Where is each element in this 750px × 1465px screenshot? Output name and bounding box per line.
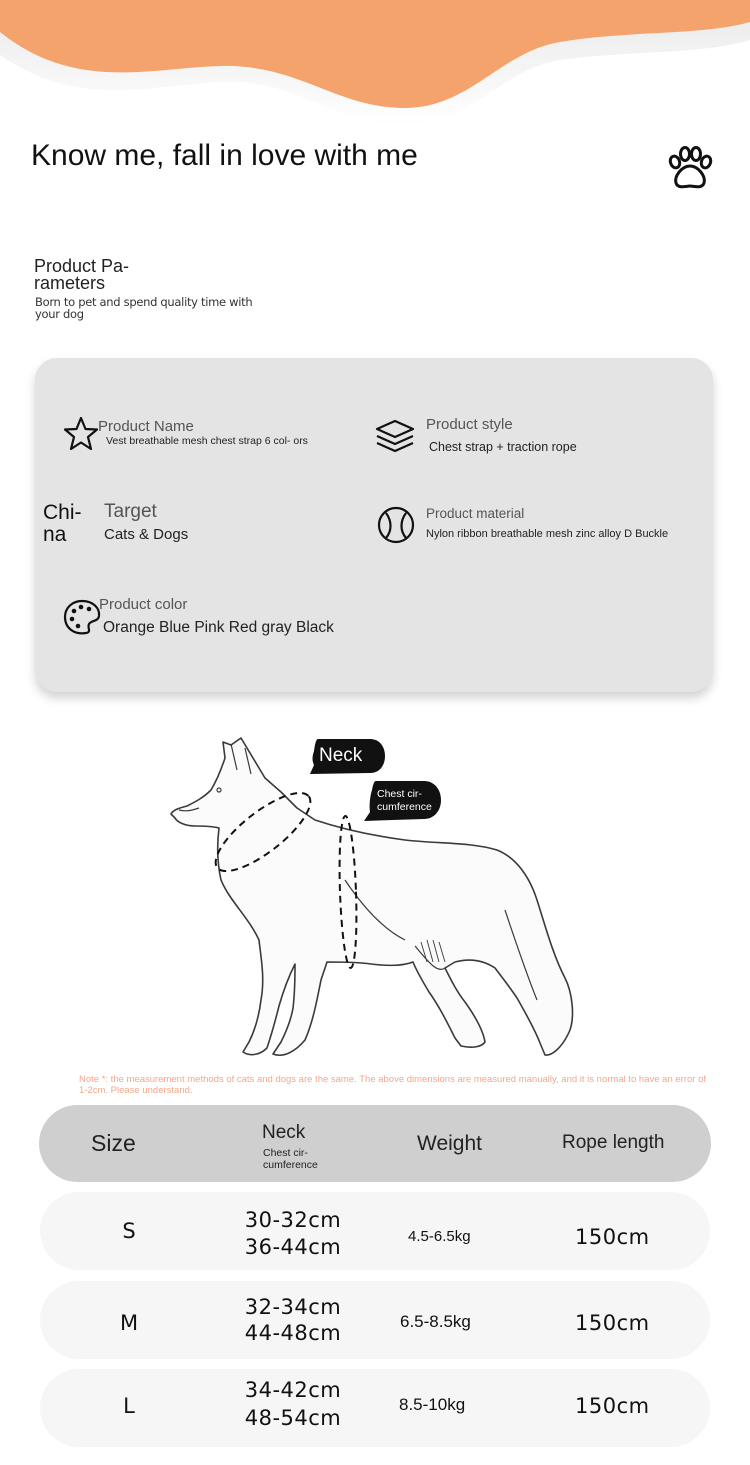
- row-weight: 8.5-10kg: [399, 1395, 466, 1414]
- row-size: L: [123, 1394, 135, 1418]
- product-params-card: [35, 358, 713, 692]
- product-name-value: Vest breathable mesh chest strap 6 col- ors: [106, 435, 308, 447]
- neck-callout-label: Neck: [319, 745, 363, 766]
- paw-icon: [666, 146, 714, 192]
- orange-wave-decoration: [0, 0, 750, 135]
- palette-icon: [62, 598, 102, 636]
- star-icon: [62, 415, 100, 453]
- target-label: Target: [104, 501, 157, 522]
- header-neck: Neck: [262, 1122, 306, 1143]
- params-subtitle: Born to pet and spend quality time with your dog: [35, 295, 253, 321]
- row-chest: 48-54cm: [244, 1406, 342, 1430]
- row-rope: 150cm: [575, 1311, 650, 1335]
- target-value: Cats & Dogs: [104, 526, 189, 543]
- table-row: [40, 1192, 710, 1270]
- product-style-value: Chest strap + traction rope: [429, 440, 577, 454]
- table-row: [40, 1369, 710, 1447]
- product-color-label: Product color: [99, 596, 188, 613]
- row-rope: 150cm: [575, 1225, 650, 1249]
- header-chest: Chest cir- cumference: [263, 1147, 318, 1171]
- table-row: [40, 1281, 710, 1359]
- origin-value: Chi- na: [43, 501, 82, 546]
- row-neck: 34-42cm: [244, 1378, 342, 1402]
- chest-callout-label: Chest cir- cumference: [377, 788, 432, 813]
- layers-icon: [373, 418, 417, 456]
- product-name-label: Product Name: [98, 418, 194, 435]
- row-neck: 30-32cm: [244, 1208, 342, 1232]
- row-size: M: [119, 1311, 139, 1335]
- row-size: S: [122, 1219, 136, 1243]
- header-weight: Weight: [417, 1132, 482, 1155]
- product-material-label: Product material: [426, 506, 525, 521]
- header-rope: Rope length: [562, 1132, 665, 1153]
- params-title: Product Pa- rameters: [34, 256, 130, 293]
- product-material-value: Nylon ribbon breathable mesh zinc alloy D Buckle: [426, 528, 669, 540]
- product-style-label: Product style: [426, 416, 513, 433]
- ball-icon: [376, 505, 416, 545]
- row-weight: 6.5-8.5kg: [400, 1312, 471, 1331]
- row-chest: 36-44cm: [244, 1235, 342, 1259]
- product-color-value: Orange Blue Pink Red gray Black: [103, 619, 334, 636]
- row-weight: 4.5-6.5kg: [408, 1228, 471, 1245]
- row-chest: 44-48cm: [244, 1321, 342, 1345]
- header-size: Size: [91, 1130, 136, 1156]
- page-headline: Know me, fall in love with me: [31, 139, 418, 172]
- measurement-note: Note *: the measurement methods of cats and dogs are the same. The above dimensions are measured manually, and it is normal to have an error of 1-2cm. Please understand.: [79, 1074, 706, 1096]
- row-rope: 150cm: [575, 1394, 650, 1418]
- row-neck: 32-34cm: [244, 1295, 342, 1319]
- size-table-header: [39, 1105, 711, 1182]
